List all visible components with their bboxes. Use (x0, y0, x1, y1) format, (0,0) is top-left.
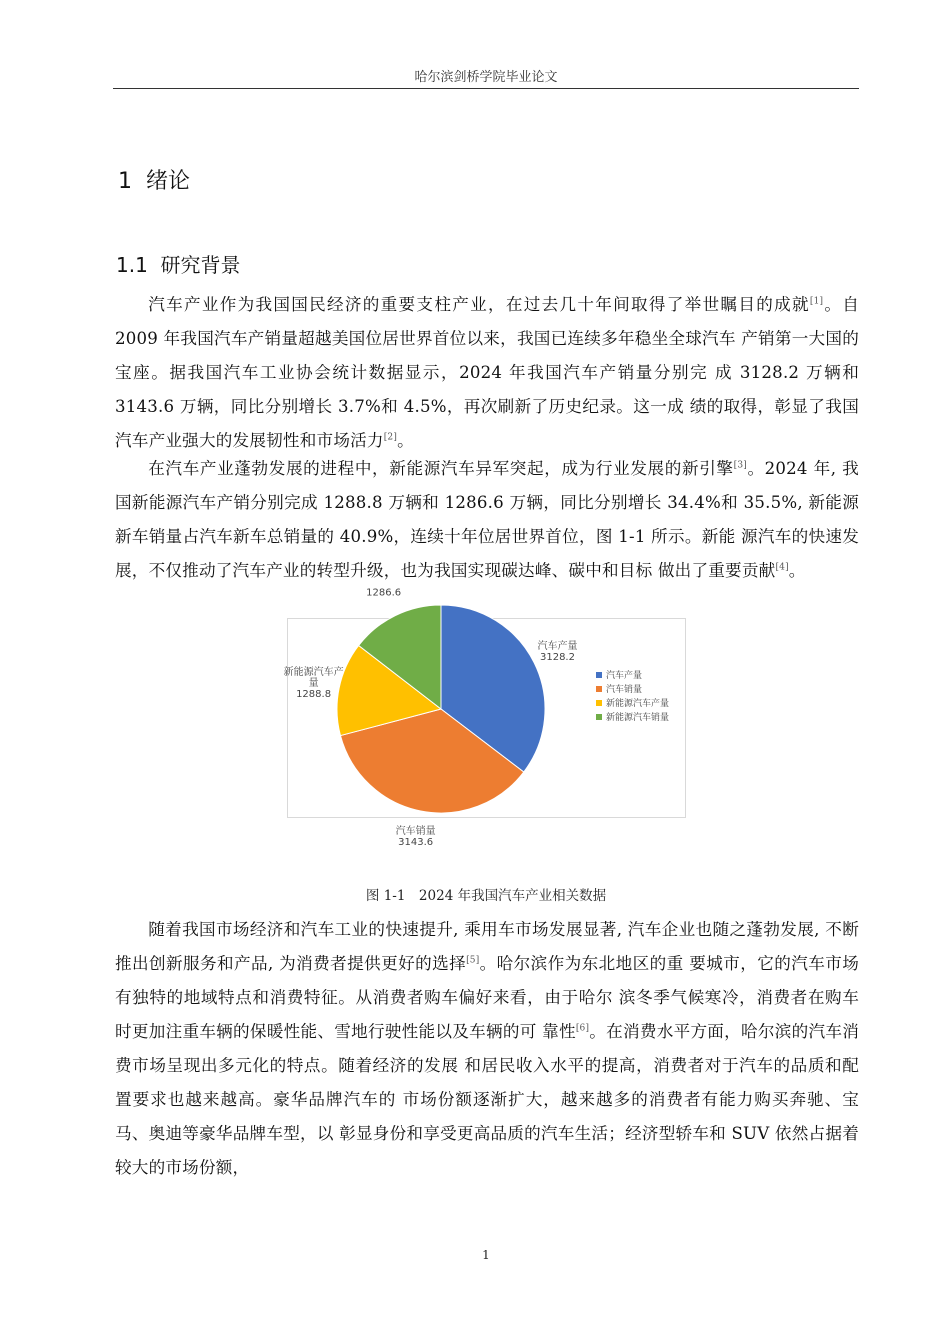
paragraph-1 (115, 288, 859, 458)
section-heading (116, 249, 241, 278)
citation-ref: [4] (775, 562, 789, 573)
paragraph-2 (115, 452, 859, 588)
pie-chart (283, 587, 685, 849)
slice-label: 新能源汽车产量 1288.8 (283, 667, 344, 701)
legend-label: 汽车销量 (606, 685, 643, 695)
paragraph-text: 汽车产业作为我国国民经济的重要支柱产业，在过去几十年间取得了举世瞩目的成就 (148, 295, 810, 314)
legend-swatch (596, 686, 602, 692)
legend-label: 新能源汽车产量 (606, 699, 670, 709)
legend-swatch (596, 700, 602, 706)
legend-label: 汽车产量 (606, 671, 643, 681)
legend-swatch (596, 714, 602, 720)
paragraph-text: 。 (788, 561, 806, 580)
citation-ref: [6] (575, 1023, 590, 1034)
legend-label: 新能源汽车销量 (606, 713, 670, 723)
paragraph-text: 。在消费水平方面，哈尔滨的汽车消费市场呈现出多元化的特点。随着经济的发展 和居民收入水平的提高，消费者对于汽车的品质和配置要求也越来越高。豪华品牌汽车的 市场份额逐渐扩大，越来越多的消费者有能力购买奔驰、宝马、奥迪等豪华品牌车型，以 彰显身份和享受更高品质的汽车生活；经济型轿车和 SUV 依然占据着较大的市场份额， (115, 1022, 860, 1177)
paragraph-text: 。 (397, 431, 414, 450)
citation-ref: [3] (733, 460, 748, 471)
chapter-heading (118, 164, 190, 195)
section-number: 1.1 (116, 253, 148, 277)
figure-caption: 图 1-1 2024 年我国汽车产业相关数据 (365, 888, 607, 904)
section-title: 研究背景 (160, 253, 241, 277)
paragraph-text: 。哈尔滨作为东北地区的重 要城市，它的汽车市场有独特的地域特点和消费特征。从消费者购车偏好来看，由于哈尔 滨冬季气候寒冷，消费者在购车时更加注重车辆的保暖性能、雪地行驶性能以及车辆的可 靠性 (115, 954, 859, 1041)
legend-swatch (596, 672, 602, 678)
chapter-number: 1 (118, 169, 132, 194)
citation-ref: [2] (383, 432, 398, 443)
header-rule (113, 88, 859, 89)
page-number: 1 (482, 1248, 490, 1262)
paragraph-text: 随着我国市场经济和汽车工业的快速提升, 乘用车市场发展显著, 汽车企业也随之蓬勃发展, 不断推出创新服务和产品, 为消费者提供更好的选择 (115, 920, 859, 973)
paragraph-text: 。自 2009 年我国汽车产销量超越美国位居世界首位以来，我国已连续多年稳坐全球汽车 产销第一大国的宝座。据我国汽车工业协会统计数据显示，2024 年我国汽车产销量分别完 成 3128.2 万辆和 3143.6 万辆，同比分别增长 3.7%和 4.5%，再次刷新了历史纪录。这一成 绩的取得，彰显了我国汽车产业强大的发展韧性和市场活力 (115, 295, 860, 450)
slice-label: 汽车产量 3128.2 (537, 640, 578, 663)
paragraph-text: 。2024 年, 我国新能源汽车产销分别完成 1288.8 万辆和 1286.6 万辆，同比分别增长 34.4%和 35.5%, 新能源新车销量占汽车新车总销量的 40.9%，连续十年位居世界首位，图 1-1 所示。新能 源汽车的快速发展，不仅推动了汽车产业的转型升级，也为我国实现碳达峰、碳中和目标 做出了重要贡献 (115, 459, 859, 580)
slice-label: 1286.6 (366, 587, 402, 599)
paragraph-3 (115, 913, 859, 1185)
pie-chart-figure (283, 587, 686, 849)
citation-ref: [5] (466, 955, 480, 966)
running-header: 哈尔滨剑桥学院毕业论文 (414, 70, 558, 85)
paragraph-text: 在汽车产业蓬勃发展的进程中，新能源汽车异军突起，成为行业发展的新引擎 (148, 459, 734, 478)
slice-label: 汽车销量 3143.6 (395, 826, 436, 849)
chapter-title: 绪论 (146, 169, 191, 194)
citation-ref: [1] (809, 296, 824, 307)
